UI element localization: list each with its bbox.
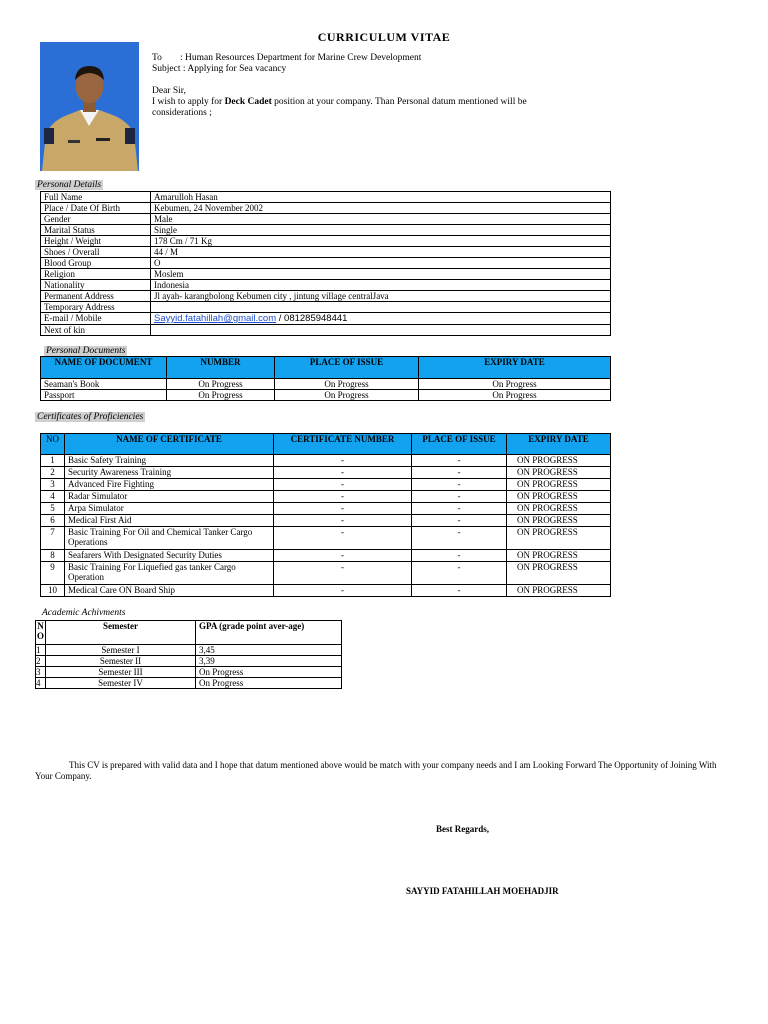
table-row — [41, 455, 611, 467]
cert-name: Basic Training For Oil and Chemical Tanker Cargo Operations — [65, 527, 274, 550]
detail-label: Temporary Address — [41, 302, 151, 313]
cert-no: 4 — [41, 491, 65, 503]
detail-value: Male — [151, 214, 611, 225]
cert-no: 1 — [41, 455, 65, 467]
cert-number: - — [274, 562, 412, 585]
personal-details-table — [40, 191, 611, 336]
cert-expiry: ON PROGRESS — [507, 479, 611, 491]
letter-body-line2: considerations ; — [152, 108, 212, 118]
cert-number: - — [274, 455, 412, 467]
table-cell: On Progress — [275, 379, 419, 390]
detail-label: Height / Weight — [41, 236, 151, 247]
cert-number: - — [274, 515, 412, 527]
academic-no: 2 — [36, 656, 46, 667]
cert-expiry: ON PROGRESS — [507, 467, 611, 479]
table-row — [41, 258, 611, 269]
cert-number: - — [274, 467, 412, 479]
detail-label: Marital Status — [41, 225, 151, 236]
cert-expiry: ON PROGRESS — [507, 503, 611, 515]
detail-label: Gender — [41, 214, 151, 225]
cert-name: Medical Care ON Board Ship — [65, 585, 274, 597]
detail-label: Place / Date Of Birth — [41, 203, 151, 214]
cert-expiry: ON PROGRESS — [507, 585, 611, 597]
cert-place: - — [412, 491, 507, 503]
cert-no: 5 — [41, 503, 65, 515]
cert-expiry: ON PROGRESS — [507, 515, 611, 527]
academic-table — [35, 620, 342, 689]
detail-value: O — [151, 258, 611, 269]
table-row — [41, 515, 611, 527]
cert-name: Basic Safety Training — [65, 455, 274, 467]
cert-number: - — [274, 491, 412, 503]
detail-label: Full Name — [41, 192, 151, 203]
cert-expiry: ON PROGRESS — [507, 491, 611, 503]
table-row — [41, 302, 611, 313]
detail-label: Blood Group — [41, 258, 151, 269]
cert-place: - — [412, 467, 507, 479]
cert-no: 10 — [41, 585, 65, 597]
table-row — [41, 236, 611, 247]
column-header: CERTIFICATE NUMBER — [274, 434, 412, 455]
table-row — [41, 467, 611, 479]
detail-label: Religion — [41, 269, 151, 280]
cert-name: Radar Simulator — [65, 491, 274, 503]
academic-gpa: 3,45 — [196, 645, 342, 656]
cert-name: Security Awareness Training — [65, 467, 274, 479]
personal-documents-heading: Personal Documents — [46, 346, 126, 356]
table-row — [41, 491, 611, 503]
column-header: EXPIRY DATE — [507, 434, 611, 455]
cert-number: - — [274, 585, 412, 597]
cert-name: Medical First Aid — [65, 515, 274, 527]
column-header: PLACE OF ISSUE — [412, 434, 507, 455]
cert-no: 7 — [41, 527, 65, 550]
cert-name: Arpa Simulator — [65, 503, 274, 515]
table-row — [41, 379, 611, 390]
table-row — [36, 678, 342, 689]
cert-number: - — [274, 527, 412, 550]
personal-details-heading: Personal Details — [37, 180, 102, 190]
table-row — [41, 562, 611, 585]
academic-gpa: On Progress — [196, 667, 342, 678]
column-header: PLACE OF ISSUE — [275, 357, 419, 379]
next-of-kin-value — [151, 325, 611, 336]
table-row — [41, 503, 611, 515]
cert-no: 2 — [41, 467, 65, 479]
letter-subject: Subject : Applying for Sea vacancy — [152, 64, 287, 74]
academic-semester: Semester I — [46, 645, 196, 656]
letter-to: To : Human Resources Department for Marine Crew Development — [152, 53, 422, 63]
email-link[interactable]: Sayyid.fatahillah@gmail.com — [154, 313, 277, 324]
email-value: Sayyid.fatahillah@gmail.com / 081285948441 — [151, 313, 611, 325]
certificates-table — [40, 433, 611, 597]
column-header: NAME OF CERTIFICATE — [65, 434, 274, 455]
best-regards: Best Regards, — [436, 824, 489, 834]
table-row — [41, 214, 611, 225]
table-row — [36, 656, 342, 667]
table-row — [41, 527, 611, 550]
table-row — [41, 585, 611, 597]
table-cell: On Progress — [275, 390, 419, 401]
column-header: NO — [41, 434, 65, 455]
table-row — [41, 313, 611, 325]
detail-value — [151, 302, 611, 313]
detail-value: Amarulloh Hasan — [151, 192, 611, 203]
cert-expiry: ON PROGRESS — [507, 562, 611, 585]
detail-label: Shoes / Overall — [41, 247, 151, 258]
signature-name: SAYYID FATAHILLAH MOEHADJIR — [406, 886, 559, 896]
cert-expiry: ON PROGRESS — [507, 527, 611, 550]
table-row — [41, 479, 611, 491]
table-cell: On Progress — [167, 390, 275, 401]
personal-documents-table — [40, 356, 611, 401]
column-header: N O — [36, 621, 46, 645]
academic-no: 3 — [36, 667, 46, 678]
cert-name: Seafarers With Designated Security Duties — [65, 550, 274, 562]
certificates-heading: Certificates of Proficiencies — [37, 412, 144, 422]
column-header: NAME OF DOCUMENT — [41, 357, 167, 379]
academic-gpa: 3,39 — [196, 656, 342, 667]
cert-place: - — [412, 503, 507, 515]
cert-name: Basic Training For Liquefied gas tanker Cargo Operation — [65, 562, 274, 585]
academic-semester: Semester III — [46, 667, 196, 678]
detail-value: Jl ayah- karangbolong Kebumen city , jintung village centralJava — [151, 291, 611, 302]
table-row — [41, 247, 611, 258]
cert-place: - — [412, 455, 507, 467]
column-header: GPA (grade point aver-age) — [196, 621, 342, 645]
column-header: Semester — [46, 621, 196, 645]
academic-heading: Academic Achivments — [42, 608, 126, 618]
table-cell: Seaman's Book — [41, 379, 167, 390]
detail-value: Indonesia — [151, 280, 611, 291]
cert-place: - — [412, 527, 507, 550]
cert-number: - — [274, 479, 412, 491]
table-row — [41, 269, 611, 280]
cert-no: 6 — [41, 515, 65, 527]
detail-value: Moslem — [151, 269, 611, 280]
cert-no: 3 — [41, 479, 65, 491]
table-row — [41, 225, 611, 236]
detail-value: 178 Cm / 71 Kg — [151, 236, 611, 247]
letter-body: I wish to apply for Deck Cadet position at your company. Than Personal datum mentioned will be — [152, 97, 527, 107]
table-row — [41, 192, 611, 203]
email-label: E-mail / Mobile — [41, 313, 151, 325]
detail-value: Kebumen, 24 November 2002 — [151, 203, 611, 214]
cert-place: - — [412, 585, 507, 597]
academic-gpa: On Progress — [196, 678, 342, 689]
profile-photo — [40, 42, 139, 171]
table-cell: On Progress — [419, 390, 611, 401]
table-row — [41, 280, 611, 291]
letter-greeting: Dear Sir, — [152, 86, 186, 96]
detail-label: Nationality — [41, 280, 151, 291]
cert-expiry: ON PROGRESS — [507, 455, 611, 467]
person-photo-icon — [40, 42, 139, 171]
column-header: EXPIRY DATE — [419, 357, 611, 379]
next-of-kin-label: Next of kin — [41, 325, 151, 336]
academic-no: 4 — [36, 678, 46, 689]
cert-place: - — [412, 550, 507, 562]
table-row — [41, 325, 611, 336]
closing-paragraph: This CV is prepared with valid data and I hope that datum mentioned above would be match with your company needs and I am Looking Forward The Opportunity of Joining With Your Company. — [35, 760, 717, 781]
academic-no: 1 — [36, 645, 46, 656]
cert-no: 8 — [41, 550, 65, 562]
table-row — [41, 203, 611, 214]
detail-value: Single — [151, 225, 611, 236]
table-row — [41, 390, 611, 401]
cert-place: - — [412, 515, 507, 527]
table-cell: On Progress — [167, 379, 275, 390]
cert-number: - — [274, 550, 412, 562]
detail-value: 44 / M — [151, 247, 611, 258]
table-row — [36, 667, 342, 678]
cert-expiry: ON PROGRESS — [507, 550, 611, 562]
academic-semester: Semester II — [46, 656, 196, 667]
cert-place: - — [412, 479, 507, 491]
table-cell: On Progress — [419, 379, 611, 390]
table-row — [41, 291, 611, 302]
cert-number: - — [274, 503, 412, 515]
document-title: CURRICULUM VITAE — [317, 30, 451, 44]
cover-letter — [152, 53, 592, 119]
table-row — [41, 550, 611, 562]
detail-label: Permanent Address — [41, 291, 151, 302]
cert-name: Advanced Fire Fighting — [65, 479, 274, 491]
cert-no: 9 — [41, 562, 65, 585]
column-header: NUMBER — [167, 357, 275, 379]
cert-place: - — [412, 562, 507, 585]
table-row — [36, 645, 342, 656]
table-cell: Passport — [41, 390, 167, 401]
academic-semester: Semester IV — [46, 678, 196, 689]
position-name: Deck Cadet — [224, 97, 272, 107]
